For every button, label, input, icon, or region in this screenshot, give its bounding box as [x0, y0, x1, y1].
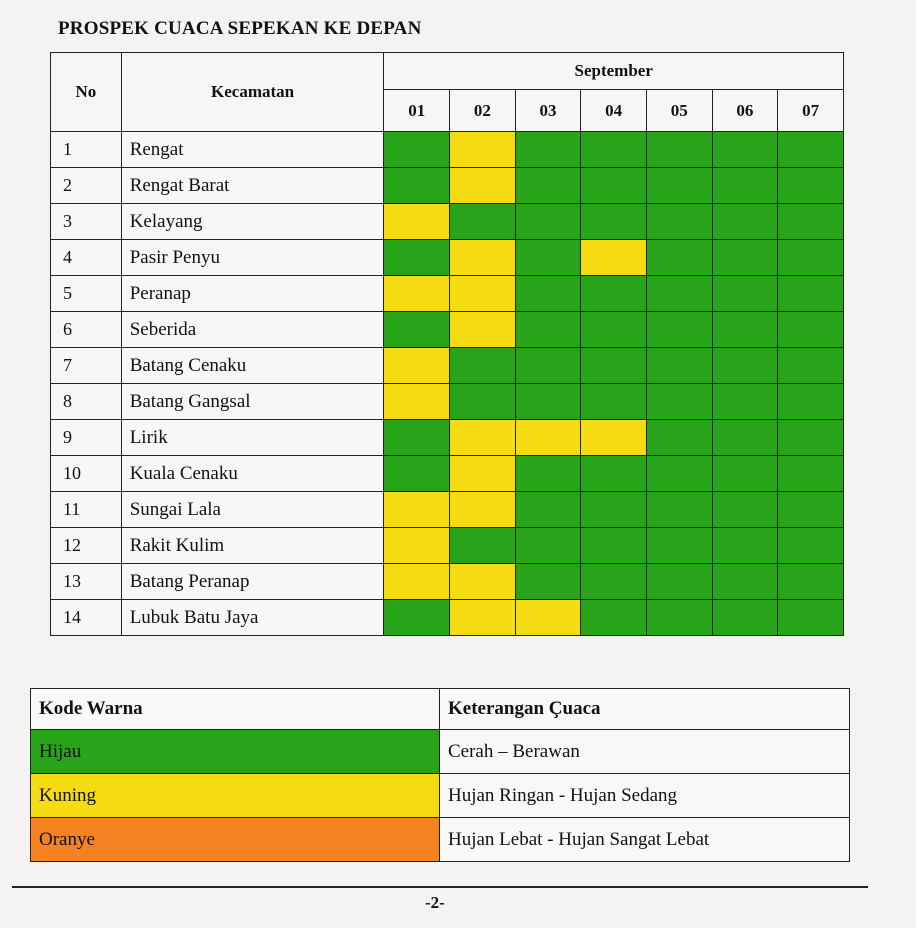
- forecast-cell: [515, 240, 581, 276]
- forecast-cell: [778, 456, 844, 492]
- forecast-cell: [450, 168, 516, 204]
- forecast-cell: [646, 132, 712, 168]
- forecast-cell: [515, 348, 581, 384]
- row-number: 5: [51, 276, 122, 312]
- forecast-cell: [778, 420, 844, 456]
- day-header: 01: [384, 90, 450, 132]
- forecast-cell: [384, 240, 450, 276]
- forecast-cell: [384, 384, 450, 420]
- row-number: 4: [51, 240, 122, 276]
- forecast-cell: [778, 240, 844, 276]
- forecast-cell: [515, 384, 581, 420]
- row-number: 10: [51, 456, 122, 492]
- row-number: 12: [51, 528, 122, 564]
- day-header: 06: [712, 90, 778, 132]
- forecast-cell: [581, 420, 647, 456]
- forecast-cell: [384, 204, 450, 240]
- forecast-cell: [778, 348, 844, 384]
- row-number: 14: [51, 600, 122, 636]
- day-header: 05: [646, 90, 712, 132]
- forecast-cell: [581, 276, 647, 312]
- row-number: 1: [51, 132, 122, 168]
- district-name: Kelayang: [121, 204, 384, 240]
- forecast-cell: [581, 132, 647, 168]
- forecast-cell: [712, 564, 778, 600]
- forecast-cell: [384, 528, 450, 564]
- legend-code-green: Hijau: [31, 730, 440, 774]
- district-name: Rengat: [121, 132, 384, 168]
- forecast-cell: [581, 204, 647, 240]
- forecast-cell: [450, 348, 516, 384]
- forecast-cell: [646, 384, 712, 420]
- day-header: 04: [581, 90, 647, 132]
- forecast-cell: [515, 168, 581, 204]
- forecast-cell: [778, 168, 844, 204]
- forecast-cell: [515, 276, 581, 312]
- forecast-cell: [515, 132, 581, 168]
- forecast-cell: [646, 276, 712, 312]
- forecast-cell: [450, 564, 516, 600]
- forecast-cell: [581, 564, 647, 600]
- legend-code-orange: Oranye: [31, 818, 440, 862]
- forecast-cell: [450, 492, 516, 528]
- row-number: 11: [51, 492, 122, 528]
- forecast-cell: [712, 240, 778, 276]
- forecast-cell: [450, 312, 516, 348]
- forecast-cell: [384, 492, 450, 528]
- district-column-header: Kecamatan: [121, 53, 384, 132]
- forecast-cell: [515, 564, 581, 600]
- month-header: September: [384, 53, 844, 90]
- forecast-cell: [778, 132, 844, 168]
- district-name: Seberida: [121, 312, 384, 348]
- page-title: PROSPEK CUACA SEPEKAN KE DEPAN: [58, 18, 422, 39]
- forecast-cell: [646, 420, 712, 456]
- forecast-cell: [384, 420, 450, 456]
- forecast-cell: [646, 204, 712, 240]
- forecast-cell: [581, 456, 647, 492]
- district-name: Batang Gangsal: [121, 384, 384, 420]
- legend-desc-yellow: Hujan Ringan - Hujan Sedang: [440, 774, 850, 818]
- forecast-cell: [384, 312, 450, 348]
- forecast-cell: [515, 492, 581, 528]
- forecast-cell: [646, 456, 712, 492]
- weather-table-body: [51, 132, 844, 636]
- forecast-cell: [384, 456, 450, 492]
- forecast-cell: [515, 456, 581, 492]
- forecast-cell: [450, 240, 516, 276]
- legend-desc-orange: Hujan Lebat - Hujan Sangat Lebat: [440, 818, 850, 862]
- row-number: 8: [51, 384, 122, 420]
- weather-outlook-table: [50, 52, 844, 636]
- forecast-cell: [450, 456, 516, 492]
- forecast-cell: [515, 204, 581, 240]
- forecast-cell: [384, 600, 450, 636]
- forecast-cell: [778, 312, 844, 348]
- table-row: [51, 240, 844, 276]
- forecast-cell: [581, 168, 647, 204]
- forecast-cell: [515, 420, 581, 456]
- legend-code-yellow: Kuning: [31, 774, 440, 818]
- forecast-cell: [646, 240, 712, 276]
- table-row: [51, 600, 844, 636]
- forecast-cell: [384, 168, 450, 204]
- forecast-cell: [778, 564, 844, 600]
- no-column-header: No: [51, 53, 122, 132]
- forecast-cell: [581, 384, 647, 420]
- forecast-cell: [384, 348, 450, 384]
- legend-desc-header: Keterangan Çuaca: [440, 689, 850, 730]
- forecast-cell: [646, 528, 712, 564]
- forecast-cell: [450, 384, 516, 420]
- forecast-cell: [384, 132, 450, 168]
- footer-divider: [12, 886, 868, 888]
- forecast-cell: [712, 348, 778, 384]
- forecast-cell: [778, 384, 844, 420]
- forecast-cell: [581, 312, 647, 348]
- table-row: [51, 132, 844, 168]
- forecast-cell: [581, 600, 647, 636]
- forecast-cell: [384, 276, 450, 312]
- row-number: 7: [51, 348, 122, 384]
- forecast-cell: [646, 168, 712, 204]
- forecast-cell: [778, 600, 844, 636]
- row-number: 13: [51, 564, 122, 600]
- row-number: 6: [51, 312, 122, 348]
- forecast-cell: [646, 492, 712, 528]
- day-header: 02: [450, 90, 516, 132]
- district-name: Kuala Cenaku: [121, 456, 384, 492]
- forecast-cell: [712, 492, 778, 528]
- row-number: 9: [51, 420, 122, 456]
- district-name: Rakit Kulim: [121, 528, 384, 564]
- row-number: 2: [51, 168, 122, 204]
- forecast-cell: [712, 456, 778, 492]
- forecast-cell: [450, 528, 516, 564]
- forecast-cell: [712, 420, 778, 456]
- forecast-cell: [778, 492, 844, 528]
- forecast-cell: [515, 528, 581, 564]
- forecast-cell: [450, 276, 516, 312]
- table-row: [51, 168, 844, 204]
- forecast-cell: [712, 600, 778, 636]
- table-row: [51, 420, 844, 456]
- district-name: Batang Peranap: [121, 564, 384, 600]
- forecast-cell: [778, 276, 844, 312]
- district-name: Lubuk Batu Jaya: [121, 600, 384, 636]
- legend-code-header: Kode Warna: [31, 689, 440, 730]
- forecast-cell: [646, 600, 712, 636]
- forecast-cell: [581, 240, 647, 276]
- table-row: [51, 456, 844, 492]
- table-row: [51, 528, 844, 564]
- forecast-cell: [450, 132, 516, 168]
- table-row: [51, 384, 844, 420]
- district-name: Lirik: [121, 420, 384, 456]
- forecast-cell: [581, 492, 647, 528]
- district-name: Batang Cenaku: [121, 348, 384, 384]
- table-row: [51, 204, 844, 240]
- table-row: [51, 564, 844, 600]
- forecast-cell: [712, 384, 778, 420]
- row-number: 3: [51, 204, 122, 240]
- forecast-cell: [712, 204, 778, 240]
- forecast-cell: [778, 204, 844, 240]
- district-name: Sungai Lala: [121, 492, 384, 528]
- table-row: [51, 348, 844, 384]
- forecast-cell: [646, 312, 712, 348]
- forecast-cell: [646, 348, 712, 384]
- forecast-cell: [778, 528, 844, 564]
- forecast-cell: [712, 528, 778, 564]
- table-row: [51, 492, 844, 528]
- page-number: -2-: [425, 893, 445, 912]
- forecast-cell: [712, 168, 778, 204]
- table-row: [51, 312, 844, 348]
- forecast-cell: [581, 528, 647, 564]
- forecast-cell: [515, 600, 581, 636]
- table-row: [51, 276, 844, 312]
- forecast-cell: [384, 564, 450, 600]
- forecast-cell: [450, 204, 516, 240]
- district-name: Rengat Barat: [121, 168, 384, 204]
- forecast-cell: [712, 276, 778, 312]
- district-name: Pasir Penyu: [121, 240, 384, 276]
- forecast-cell: [450, 600, 516, 636]
- legend-desc-green: Cerah – Berawan: [440, 730, 850, 774]
- day-header: 07: [778, 90, 844, 132]
- district-name: Peranap: [121, 276, 384, 312]
- color-legend-table: [30, 688, 850, 862]
- forecast-cell: [646, 564, 712, 600]
- forecast-cell: [712, 312, 778, 348]
- forecast-cell: [450, 420, 516, 456]
- forecast-cell: [581, 348, 647, 384]
- forecast-cell: [515, 312, 581, 348]
- forecast-cell: [712, 132, 778, 168]
- day-header: 03: [515, 90, 581, 132]
